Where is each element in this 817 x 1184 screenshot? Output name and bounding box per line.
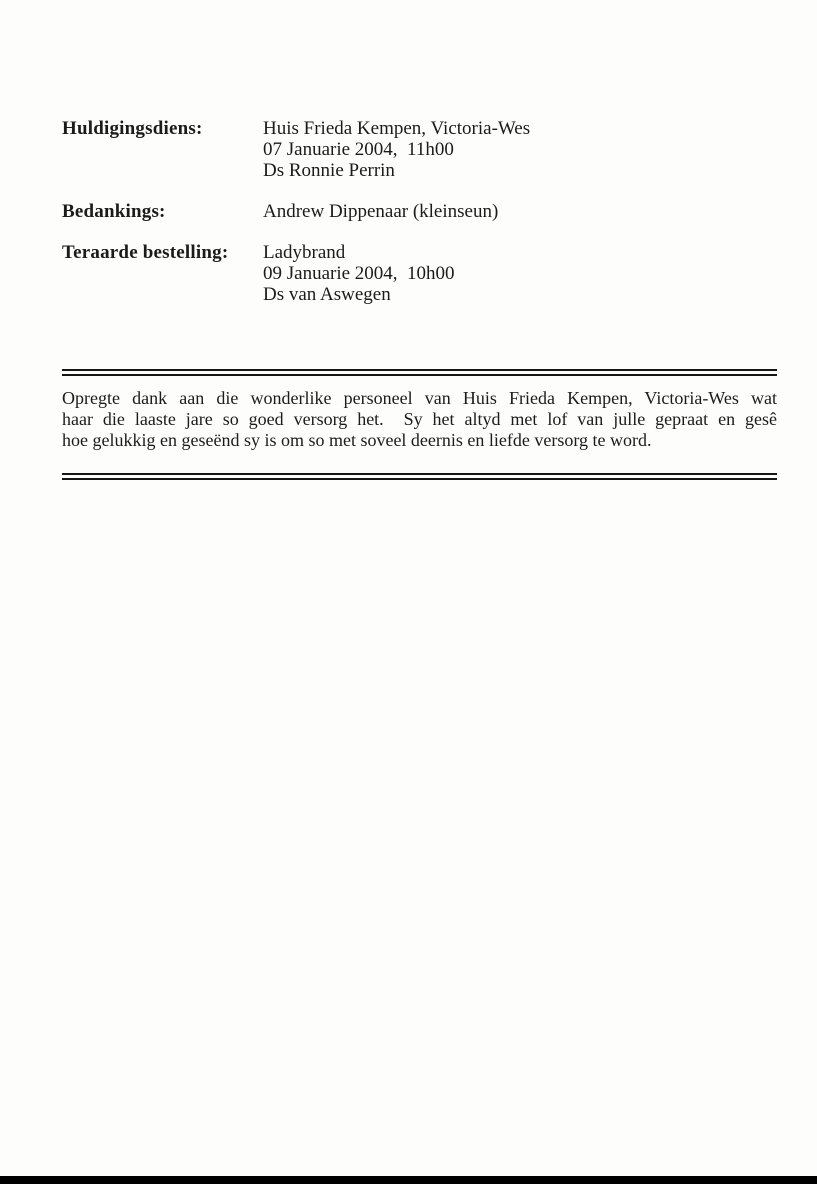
- tribute-line: Opregte dank aan die wonderlike personeel van Huis Frieda Kempen, Victoria-Wes wat: [62, 388, 777, 408]
- tribute-line: hoe gelukkig en geseënd sy is om so met soveel deernis en liefde versorg te word.: [62, 430, 652, 450]
- service-detail-line: 07 Januarie 2004, 11h00: [263, 139, 454, 160]
- service-detail-line: Ds Ronnie Perrin: [263, 160, 395, 181]
- document-content: [62, 118, 777, 480]
- service-row-teraarde-bestelling: [62, 242, 777, 305]
- tribute-paragraph: [62, 388, 777, 451]
- service-detail-line: Ds van Aswegen: [263, 284, 391, 305]
- service-label: Huldigingsdiens:: [62, 118, 203, 139]
- service-detail-line: Andrew Dippenaar (kleinseun): [263, 201, 499, 222]
- double-rule-bottom: [62, 473, 777, 480]
- tribute-line: haar die laaste jare so goed versorg het. Sy het altyd met lof van julle gepraat en gesê: [62, 409, 777, 429]
- service-details: [263, 118, 777, 181]
- service-row-huldigingsdiens: [62, 118, 777, 181]
- service-details: [263, 201, 777, 222]
- service-detail-line: Ladybrand: [263, 242, 346, 263]
- service-row-bedankings: [62, 201, 777, 222]
- service-detail-line: 09 Januarie 2004, 10h00: [263, 263, 455, 284]
- double-rule-top: [62, 369, 777, 376]
- service-label: Bedankings:: [62, 201, 166, 222]
- bottom-scan-bar: [0, 1176, 817, 1184]
- service-details: [263, 242, 777, 305]
- service-detail-line: Huis Frieda Kempen, Victoria-Wes: [263, 118, 531, 139]
- service-label: Teraarde bestelling:: [62, 242, 229, 263]
